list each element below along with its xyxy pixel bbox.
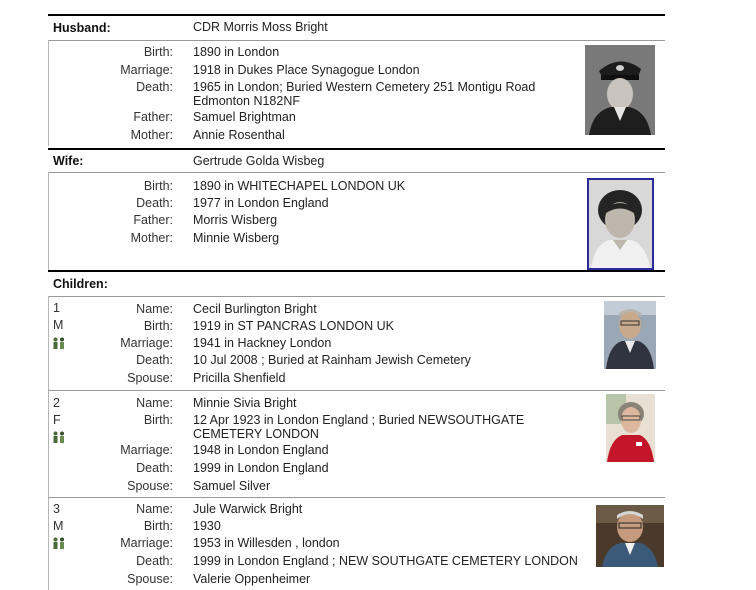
child-2-birth-label: Birth: [143, 413, 173, 427]
child-1-death-label: Death: [136, 353, 173, 367]
husband-death-value: 1965 in London; Buried Western Cemetery 251 Montigu Road [193, 80, 536, 94]
child-2-marriage-value: 1948 in London England [193, 443, 329, 457]
wife-photo [587, 178, 654, 270]
husband-birth-value: 1890 in London [193, 45, 280, 59]
child-2-spouse-label: Spouse: [127, 479, 173, 493]
child-3-marriage-label: Marriage: [120, 536, 173, 550]
wife-father-label: Father: [133, 213, 173, 227]
wife-birth-value: 1890 in WHITECHAPEL LONDON UK [193, 179, 406, 193]
wife-top-rule [48, 148, 665, 150]
child-2-name-label: Name: [136, 396, 173, 410]
child-3-photo [596, 505, 664, 567]
child-3-number: 3 [53, 502, 60, 516]
child-1-spouse-value: Pricilla Shenfield [193, 371, 286, 385]
husband-divider [48, 40, 665, 41]
child-3-name-value: Jule Warwick Bright [193, 502, 303, 516]
children-section-label: Children: [53, 277, 108, 291]
children-top-rule [48, 270, 665, 272]
child-2-photo [606, 394, 655, 462]
wife-death-value: 1977 in London England [193, 196, 329, 210]
husband-section-label: Husband: [53, 21, 111, 35]
husband-photo [585, 45, 655, 135]
husband-mother-label: Mother: [130, 128, 173, 142]
child-1-birth-label: Birth: [143, 319, 173, 333]
husband-death-value-cont: Edmonton N182NF [193, 94, 301, 108]
child-2-birth-value: 12 Apr 1923 in London England ; Buried NEWSOUTHGATE [193, 413, 525, 427]
husband-death-label: Death: [136, 80, 173, 94]
family-icon[interactable] [52, 431, 66, 443]
husband-birth-label: Birth: [143, 45, 173, 59]
husband-marriage-label: Marriage: [120, 63, 173, 77]
child-2-sex: F [53, 413, 61, 427]
child-1-divider [48, 390, 665, 391]
child-2-marriage-label: Marriage: [120, 443, 173, 457]
child-3-death-value: 1999 in London England ; NEW SOUTHGATE CEMETERY LONDON [193, 554, 578, 568]
child-2-death-value: 1999 in London England [193, 461, 329, 475]
child-1-marriage-label: Marriage: [120, 336, 173, 350]
child-2-birth-value-cont: CEMETERY LONDON [193, 427, 319, 441]
child-1-name-value: Cecil Burlington Bright [193, 302, 317, 316]
child-3-death-label: Death: [136, 554, 173, 568]
child-3-birth-label: Birth: [143, 519, 173, 533]
child-3-spouse-label: Spouse: [127, 572, 173, 586]
children-divider [48, 296, 665, 297]
child-1-name-label: Name: [136, 302, 173, 316]
child-2-divider [48, 497, 665, 498]
wife-mother-value: Minnie Wisberg [193, 231, 280, 245]
husband-mother-value: Annie Rosenthal [193, 128, 285, 142]
wife-father-value: Morris Wisberg [193, 213, 278, 227]
child-2-death-label: Death: [136, 461, 173, 475]
child-1-birth-value: 1919 in ST PANCRAS LONDON UK [193, 319, 394, 333]
top-rule [48, 14, 665, 16]
child-1-death-value: 10 Jul 2008 ; Buried at Rainham Jewish Cemetery [193, 353, 471, 367]
child-1-number: 1 [53, 301, 60, 315]
husband-name: CDR Morris Moss Bright [193, 20, 328, 34]
child-3-marriage-value: 1953 in Willesden , london [193, 536, 340, 550]
child-1-spouse-label: Spouse: [127, 371, 173, 385]
wife-mother-label: Mother: [130, 231, 173, 245]
child-3-birth-value: 1930 [193, 519, 221, 533]
child-2-spouse-value: Samuel Silver [193, 479, 271, 493]
child-1-photo [604, 301, 656, 369]
child-3-spouse-value: Valerie Oppenheimer [193, 572, 311, 586]
wife-name: Gertrude Golda Wisbeg [193, 154, 325, 168]
husband-father-value: Samuel Brightman [193, 110, 296, 124]
child-3-sex: M [53, 519, 64, 533]
child-1-sex: M [53, 318, 64, 332]
child-1-marriage-value: 1941 in Hackney London [193, 336, 332, 350]
child-3-name-label: Name: [136, 502, 173, 516]
child-2-name-value: Minnie Sivia Bright [193, 396, 297, 410]
husband-marriage-value: 1918 in Dukes Place Synagogue London [193, 63, 420, 77]
wife-death-label: Death: [136, 196, 173, 210]
wife-divider [48, 172, 665, 173]
wife-birth-label: Birth: [143, 179, 173, 193]
husband-father-label: Father: [133, 110, 173, 124]
wife-section-label: Wife: [53, 154, 84, 168]
child-2-number: 2 [53, 396, 60, 410]
